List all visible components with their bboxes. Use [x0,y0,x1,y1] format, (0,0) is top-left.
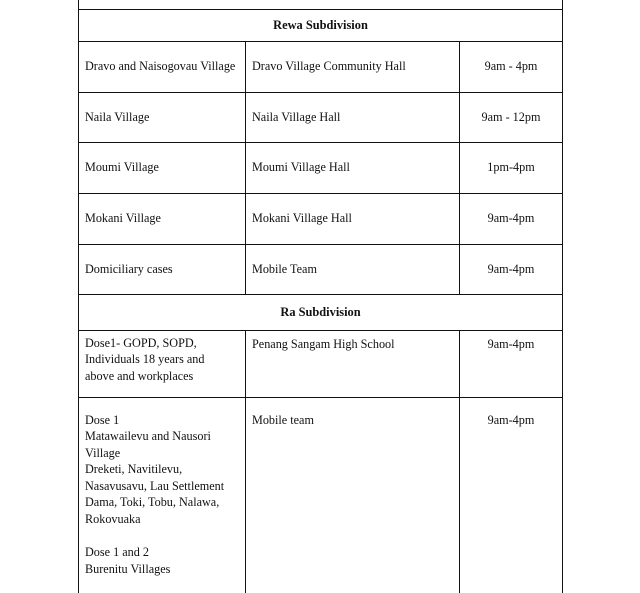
section-title-ra: Ra Subdivision [79,294,563,330]
location-line: Individuals 18 years and [85,352,205,367]
venue-cell: Dravo Village Community Hall [246,41,460,92]
table-row [79,142,563,193]
location-line: Village [85,445,121,460]
venue-cell: Naila Village Hall [246,92,460,142]
location-line: above and workplaces [85,368,194,383]
table-row [79,330,563,397]
location-cell [79,330,246,397]
time-cell: 9am-4pm [460,397,563,593]
location-cell: Domiciliary cases [79,244,246,294]
vaccination-schedule-table [78,0,563,593]
location-cell: Mokani Village [79,193,246,244]
section-header-row [79,9,563,41]
table-row [79,193,563,244]
schedule-document [78,0,562,593]
venue-cell: Penang Sangam High School [246,330,460,397]
location-line: Dreketi, Navitilevu, [85,462,183,477]
location-cell: Moumi Village [79,142,246,193]
location-cell [79,397,246,593]
location-line: Dose 1 and 2 [85,545,149,560]
table-row [79,397,563,593]
venue-cell: Moumi Village Hall [246,142,460,193]
section-header-row [79,294,563,330]
location-line-blank [85,528,239,545]
location-cell: Naila Village [79,92,246,142]
venue-cell: Mokani Village Hall [246,193,460,244]
location-line: Dose 1 [85,412,120,427]
location-line: Dama, Toki, Tobu, Nalawa, [85,495,220,510]
time-cell: 9am-4pm [460,330,563,397]
table-top-spacer [79,0,563,9]
venue-cell: Mobile team [246,397,460,593]
time-cell: 9am-4pm [460,193,563,244]
time-cell: 9am - 12pm [460,92,563,142]
time-cell: 1pm-4pm [460,142,563,193]
location-line: Dose1- GOPD, SOPD, [85,335,197,350]
location-line: Matawailevu and Nausori [85,429,211,444]
section-title-rewa: Rewa Subdivision [79,9,563,41]
location-line: Burenitu Villages [85,561,171,576]
table-row [79,92,563,142]
time-cell: 9am-4pm [460,244,563,294]
location-line: Nasavusavu, Lau Settlement [85,478,225,493]
table-row [79,41,563,92]
location-cell: Dravo and Naisogovau Village [79,41,246,92]
time-cell: 9am - 4pm [460,41,563,92]
table-top-spacer-row [79,0,563,9]
location-line: Rokovuaka [85,512,141,527]
table-row [79,244,563,294]
venue-cell: Mobile Team [246,244,460,294]
